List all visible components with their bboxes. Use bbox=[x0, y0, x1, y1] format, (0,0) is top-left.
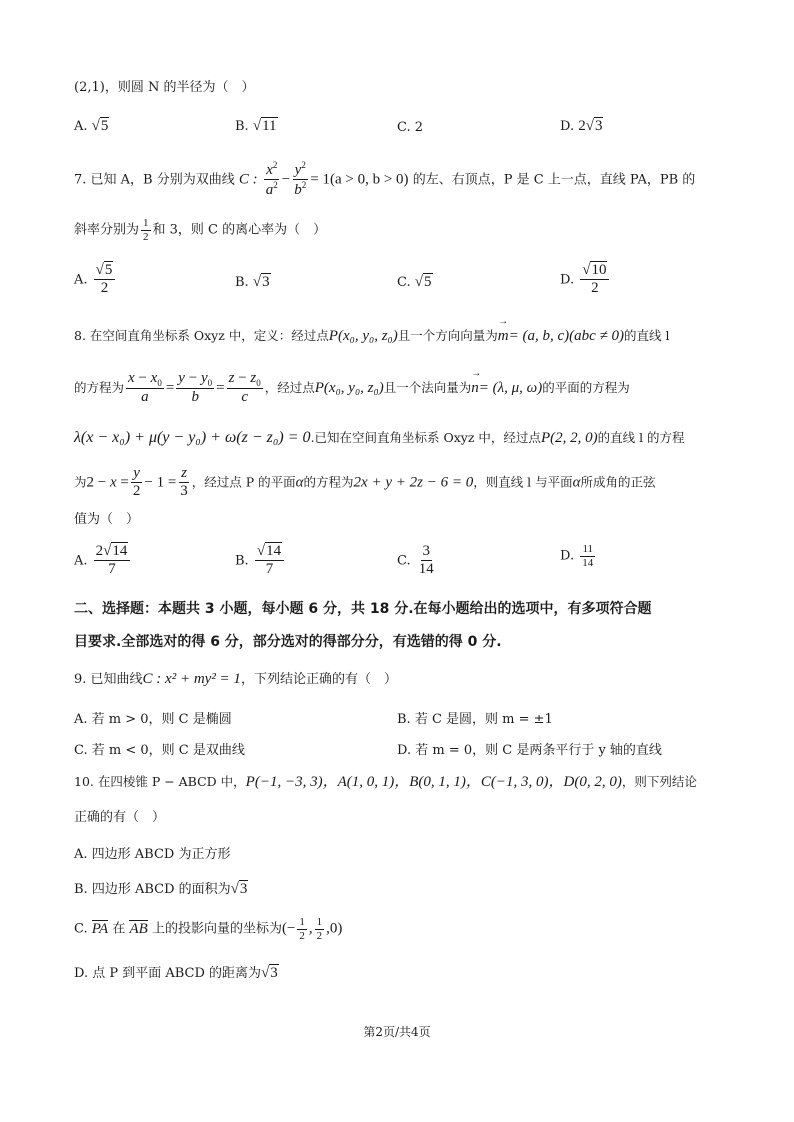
q6-option-b-radicand: 11 bbox=[262, 118, 277, 134]
q6-option-a-radicand: 5 bbox=[100, 118, 109, 134]
q6-tail: (2,1)，则圆 N 的半径为（ ） bbox=[74, 80, 255, 95]
q8-l2-c: 且一个法向量为 bbox=[383, 379, 472, 395]
q7-stem-line2: 斜率分别为 $\frac{1}{2}$ 和 3，则 C 的离心率为（ ） bbox=[74, 217, 327, 243]
q8-line3 bbox=[74, 428, 685, 447]
q9-stem-b: ，下列结论正确的有（ ） bbox=[240, 672, 397, 687]
q7-option-b-radicand: 3 bbox=[262, 274, 270, 290]
q10-option-b-radicand: 3 bbox=[239, 881, 248, 897]
q8-l3-b: .已知在空间直角坐标系 Oxyz 中，经过点 bbox=[310, 430, 541, 445]
q8-option-b-num: 14 bbox=[266, 543, 282, 559]
q8-option-c-label: C. bbox=[397, 553, 411, 569]
q7-option-d-num: 10 bbox=[591, 262, 607, 278]
q10-coord-den2: 2 bbox=[316, 929, 323, 942]
q7-option-b: B. √3 bbox=[235, 274, 270, 290]
q10-option-d-text: D. 点 P 到平面 ABCD 的距离为 bbox=[74, 966, 262, 981]
q7-suffix: 的左、右顶点，P 是 C 上一点，直线 PA，PB 的 bbox=[412, 172, 696, 188]
section-2-heading-line1: 二、选择题：本题共 3 小题，每小题 6 分，共 18 分.在每小题给出的选项中，有多项符合题 bbox=[74, 601, 652, 617]
q10-coord-den1: 2 bbox=[299, 929, 305, 942]
q8-l2-d: 的平面的方程为 bbox=[542, 379, 630, 395]
q8-line5: 值为（ ） bbox=[74, 512, 140, 527]
q8-option-a-num: 14 bbox=[112, 543, 128, 559]
q6-option-d-coef: 2 bbox=[578, 118, 586, 134]
q10-stem-line2: 正确的有（ ） bbox=[74, 810, 166, 825]
q8-l3-equation: λ(x − x₀) + μ(y − y₀) + ω(z − z₀) = 0 bbox=[74, 429, 311, 446]
q6-option-b-label: B. bbox=[235, 119, 249, 134]
q8-l1-c: 的直线 l bbox=[624, 328, 670, 343]
q8-l1-vector: = (a, b, c)(abc ≠ 0) bbox=[508, 328, 625, 344]
q6-option-a-label: A. bbox=[74, 119, 88, 134]
q7-stem-line1: 7. 已知 A，B 分别为双曲线 C : $\frac{x^2}{a^2}$ − $\frac{y^2}{b^2}$ = 1(a > 0, b > 0) 的左、右顶点，P 是 C 上一点，直线 PA，PB 的 bbox=[74, 160, 696, 199]
q7-condition: (a > 0, b > 0) bbox=[329, 171, 409, 188]
q6-option-c: C. 2 bbox=[397, 120, 424, 135]
q6-option-d: D. 2√3 bbox=[560, 118, 603, 134]
q10-option-b: B. 四边形 ABCD 的面积为√3 bbox=[74, 881, 248, 897]
q7-option-b-label: B. bbox=[235, 275, 249, 290]
q8-option-c bbox=[397, 543, 438, 579]
q7-option-a-label: A. bbox=[74, 272, 88, 288]
q10-stem-line1 bbox=[74, 773, 697, 791]
q9-stem bbox=[74, 670, 397, 688]
q8-option-d-label: D. bbox=[560, 548, 575, 564]
q8-l3-point: P(2, 2, 0) bbox=[540, 430, 598, 446]
q8-l4-e: 所成角的正弦 bbox=[580, 474, 656, 490]
q8-l4-d: ，则直线 l 与平面 bbox=[473, 474, 573, 490]
q7-option-c: C. √5 bbox=[397, 274, 432, 290]
q10-stem-b: ，则下列结论 bbox=[621, 774, 697, 789]
q8-l2-b: ，经过点 bbox=[264, 379, 315, 395]
q10-coord-comma: , bbox=[308, 920, 313, 937]
q8-l4-plane-equation: 2x + y + 2z − 6 = 0 bbox=[353, 474, 474, 491]
q7-option-c-label: C. bbox=[397, 275, 411, 290]
q10-coord-num1: 1 bbox=[299, 916, 305, 928]
q8-l1-b: 且一个方向向量为 bbox=[397, 328, 498, 343]
q8-option-c-den: 14 bbox=[418, 561, 434, 578]
q10-option-d: D. 点 P 到平面 ABCD 的距离为√3 bbox=[74, 965, 278, 981]
q7-option-a-num: 5 bbox=[104, 262, 113, 278]
q8-l2-vector: = (λ, μ, ω) bbox=[478, 379, 543, 396]
q7-line2-b: 和 3，则 C 的离心率为（ ） bbox=[152, 222, 327, 238]
q7-option-d: D. $\frac{√10}{2}$ bbox=[560, 262, 611, 298]
q10-coord-open: (− bbox=[281, 920, 296, 937]
q9-option-a: A. 若 m > 0，则 C 是椭圆 bbox=[74, 712, 232, 727]
q7-option-c-radicand: 5 bbox=[424, 274, 432, 290]
q6-option-a: A. √5 bbox=[74, 118, 109, 134]
q7-option-a: A. $\frac{√5}{2}$ bbox=[74, 262, 117, 298]
q8-option-b-label: B. bbox=[235, 553, 249, 569]
q7-line2-a: 斜率分别为 bbox=[74, 222, 140, 238]
q10-coord-close: ,0) bbox=[326, 920, 343, 937]
q8-option-b: B. $\frac{√14}{7}$ bbox=[235, 543, 286, 579]
page-footer: 第2页/共4页 bbox=[363, 1025, 431, 1039]
q7-prefix: 7. 已知 A，B 分别为双曲线 bbox=[74, 172, 235, 188]
q8-option-b-den: 7 bbox=[265, 561, 274, 578]
q6-option-d-radicand: 3 bbox=[594, 118, 603, 134]
q7-option-d-label: D. bbox=[560, 272, 575, 288]
q8-option-a-den: 7 bbox=[108, 561, 116, 578]
q10-option-d-radicand: 3 bbox=[270, 965, 278, 981]
q7-option-d-den: 2 bbox=[591, 280, 599, 297]
q10-option-c bbox=[74, 916, 342, 942]
q8-line1: 8. 在空间直角坐标系 Oxyz 中，定义：经过点P(x₀, y₀, z₀)且一个方向向量为→ m= (a, b, c)(abc ≠ 0)的直线 l bbox=[74, 327, 670, 345]
q9-option-b: B. 若 C 是圆，则 m = ±1 bbox=[397, 712, 553, 727]
q9-stem-a: 9. 已知曲线 bbox=[74, 672, 143, 687]
q8-l4-c: 的方程为 bbox=[303, 474, 354, 490]
q7-option-a-den: 2 bbox=[100, 280, 109, 297]
q10-vector-pa: PA bbox=[91, 920, 109, 937]
q8-l1-point: P(x₀, y₀, z₀) bbox=[328, 328, 398, 344]
q8-option-a-label: A. bbox=[74, 553, 88, 569]
q10-stem-a: 10. 在四棱锥 P − ABCD 中， bbox=[74, 774, 246, 789]
section-2-heading-line2: 目要求.全部选对的得 6 分，部分选对的得部分分，有选错的得 0 分. bbox=[74, 634, 502, 650]
q10-option-a: A. 四边形 ABCD 为正方形 bbox=[74, 847, 231, 862]
q8-option-a: A. $\frac{2√14}{7}$ bbox=[74, 543, 132, 579]
q8-l4-b: ，经过点 P 的平面 bbox=[191, 474, 296, 490]
q9-curve-equation: C : x² + my² = 1 bbox=[142, 671, 241, 687]
q8-option-d-num: 11 bbox=[582, 543, 594, 555]
q10-points: P(−1, −3, 3)，A(1, 0, 1)，B(0, 1, 1)，C(−1, 3, 0)，D(0, 2, 0) bbox=[245, 774, 622, 790]
q10-coord-num2: 1 bbox=[316, 916, 323, 928]
q8-line2: 的方程为 $\frac{x - x_0}{a}$ = $\frac{y - y_0}{b}$ = $\frac{z - z_0}{c}$ ，经过点P(x₀, y₀, z₀)且一个法向量为→ n= (λ, μ, ω)的平面的方程为 bbox=[74, 370, 630, 407]
q9-option-d: D. 若 m = 0，则 C 是两条平行于 y 轴的直线 bbox=[397, 743, 662, 758]
q9-option-c: C. 若 m < 0，则 C 是双曲线 bbox=[74, 743, 245, 758]
q8-l2-point: P(x₀, y₀, z₀) bbox=[314, 379, 384, 396]
q8-option-c-num: 3 bbox=[421, 543, 433, 561]
q10-option-c-text: 上的投影向量的坐标为 bbox=[151, 921, 282, 937]
q6-option-d-label: D. bbox=[560, 119, 575, 134]
q10-option-b-text: B. 四边形 ABCD 的面积为 bbox=[74, 882, 231, 897]
q8-option-d-den: 14 bbox=[582, 556, 594, 569]
q8-l3-c: 的直线 l 的方程 bbox=[597, 430, 685, 445]
q10-option-c-in: 在 bbox=[112, 921, 126, 937]
q8-option-d bbox=[560, 543, 597, 569]
q8-l2-a: 的方程为 bbox=[74, 379, 125, 395]
q10-option-c-label: C. bbox=[74, 921, 88, 937]
q6-option-b: B. √11 bbox=[235, 118, 277, 134]
q10-vector-ab: AB bbox=[129, 920, 148, 937]
q8-l4-a: 为 bbox=[74, 474, 87, 490]
q8-line4: 为2 − x = $\frac{y}{2}$ − 1 = $\frac{z}{3}$ ，经过点 P 的平面α的方程为2x + y + 2z − 6 = 0，则直线 l 与平面α所成角的正弦 bbox=[74, 465, 656, 500]
q8-l1-a: 8. 在空间直角坐标系 Oxyz 中，定义：经过点 bbox=[74, 328, 329, 343]
